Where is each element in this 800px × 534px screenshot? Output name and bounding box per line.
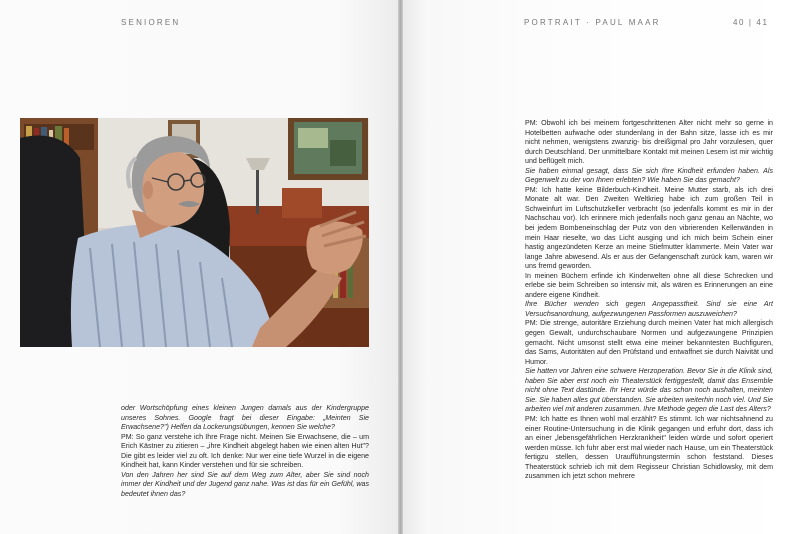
- text-paragraph: Von den Jahren her sind Sie auf dem Weg zum Alter, aber Sie sind noch immer der Kindheit und der Jugend ganz nahe. Was ist das für ein Gefühl, was bedeutet ihnen das?: [121, 470, 369, 498]
- page-numbers: 40 | 41: [733, 18, 769, 27]
- text-paragraph: Ihre Bücher wenden sich gegen Angepasstheit. Sind sie eine Art Versuchsanordnung, aufgezwungenen Passformen auszuweichen?: [525, 300, 773, 318]
- right-page: [403, 0, 800, 534]
- left-page: [0, 0, 398, 534]
- text-paragraph: oder Wortschöpfung eines kleinen Jungen damals aus der Kindergruppe unseres Sohnes. Google fragt bei dieser Eingabe: „Meinten Sie Erwachsene?") Helfen da Lockerungsübungen, kennen Sie welche?: [121, 404, 369, 432]
- right-text-column: [525, 119, 773, 482]
- running-head-right: PORTRAIT · PAUL MAAR: [524, 18, 661, 27]
- text-paragraph: PM: Ich hatte keine Bilderbuch-Kindheit. Meine Mutter starb, als ich drei Monate alt war. Den Zweiten Weltkrieg habe ich zum großen Teil in Schweinfurt im Luftschutzkeller verbracht (so jedenfalls kommt es mir in der Nachschau vor). Ich erinnere mich jedenfalls noch ganz genau an Nächte, wo bei jedem Bombeneinschlag der Putz von den vibrierenden Kellerwänden in mein Haar rieselte, wo das Licht ausging und ich mich beim Schein einer hastig angezündeten Kerze an meine Stiefmutter klammerte. Mein Vater war lange Jahre abwesend. Als er aus der Gefangenschaft zurück kam, waren wir uns fremd geworden.: [525, 185, 773, 271]
- text-paragraph: Sie haben einmal gesagt, dass Sie sich Ihre Kindheit erfunden haben. Als Gegenwelt zu der von Ihnen erlebten? Wie haben Sie das gemacht?: [525, 166, 773, 185]
- portrait-photo: [20, 118, 369, 347]
- text-paragraph: PM: Die strenge, autoritäre Erziehung durch meinen Vater hat mich allergisch gegen Gewalt, undurchschaubare Normen und aufgezwungene Prinzipien gemacht. Nicht umsonst stellt etwa eine meiner bekanntesten Buchfiguren, das Sams, Autoritäten auf den Prüfstand und entwaffnet sie durch Naivität und Humor.: [525, 319, 773, 366]
- text-paragraph: PM: So ganz verstehe ich Ihre Frage nicht. Meinen Sie Erwachsene, die – um Erich Kästner zu zitieren – „ihre Kindheit abgelegt haben wie einen alten Hut"? Die gibt es leider viel zu oft. Ich denke: Nur wer eine tiefe Wurzel in die eigene Kindheit hat, kann Kinder verstehen und für sie schreiben.: [121, 432, 369, 470]
- text-paragraph: In meinen Büchern erfinde ich Kinderwelten ohne all diese Schrecken und erlebe sie beim Schreiben so intensiv mit, als wären es Erinnerungen an eine andere eigene Kindheit.: [525, 271, 773, 299]
- text-paragraph: Sie hatten vor Jahren eine schwere Herzoperation. Bevor Sie in die Klinik sind, haben Sie aber erst noch ein Theaterstück fertiggestellt, damit das Ensemble nicht ohne Text dastünde. Ihr Herz würde das schon noch aushalten, meinten Sie. Sie haben alles gut überstanden. Sie arbeiten weiterhin noch viel. Und Sie arbeiten viel mit anderen zusammen. Ihre Methode gegen die Last des Alters?: [525, 367, 773, 414]
- left-text-column: [121, 404, 369, 499]
- text-paragraph: PM: Obwohl ich bei meinem fortgeschrittenen Alter nicht mehr so gerne in Hotelbetten aufwache oder stundenlang in der Bahn sitze, lasse ich es mir nicht nehmen, wenigstens zwanzig- bis dreißigmal pro Jahr vorzulesen, quer durch Deutschland. Der unmittelbare Kontakt mit meinen Lesern ist mir wichtig und beflügelt mich.: [525, 119, 773, 166]
- text-paragraph: PM: Ich hatte es Ihnen wohl mal erzählt? Es stimmt. Ich war nichtsahnend zu einer Routine-Untersuchung in die Klinik gegangen und erfuhr dort, dass ich an einer „lebensgefährlichen Herzkrankheit" leiden würde und sofort operiert werden müsse. Ich fuhr aber erst mal wieder nach Hause, um ein Theaterstück fertigzu stellen, dessen Uraufführungstermin schon feststand. Dieses Theaterstück schrieb ich mit dem Regisseur Christian Schidlowsky, mit dem zusammen ich jetzt schon mehrere: [525, 414, 773, 481]
- running-head-left: SENIOREN: [121, 18, 181, 27]
